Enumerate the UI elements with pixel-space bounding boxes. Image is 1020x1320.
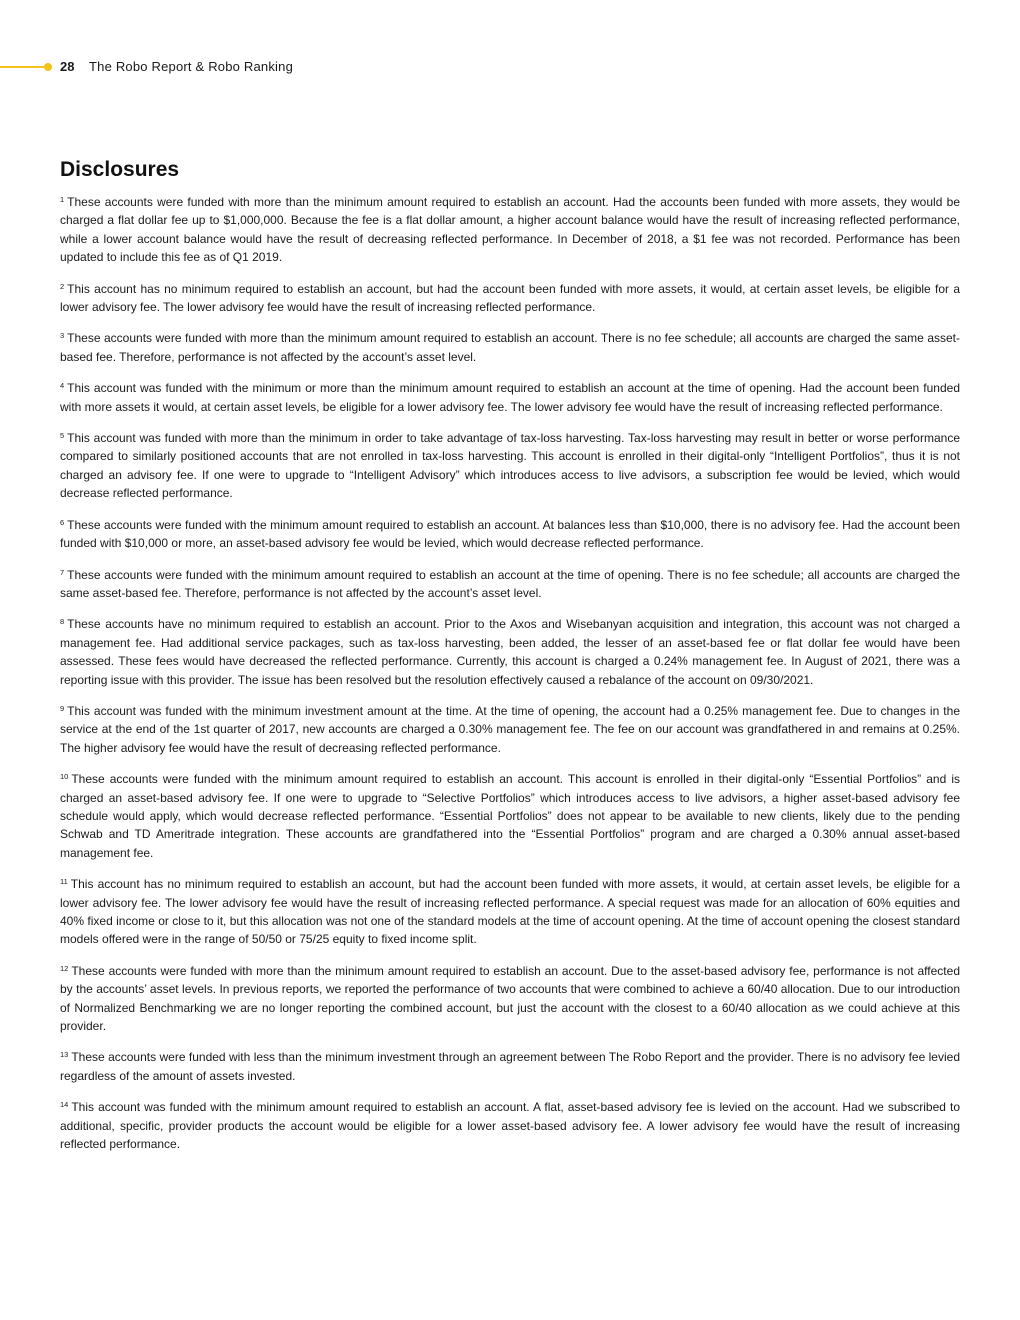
page-number: 28 (60, 59, 75, 74)
footnote-number: 11 (60, 877, 68, 887)
footnote-number: 9 (60, 703, 65, 713)
page-header (0, 58, 600, 76)
disclosure-note-5 (60, 429, 960, 503)
footnote-number: 3 (60, 331, 65, 341)
disclosure-note-2 (60, 280, 960, 317)
footnote-number: 2 (60, 281, 65, 291)
disclosure-text: These accounts were funded with the minimum amount required to establish an account. At balances less than $10,000, there is no advisory fee. Had the account been funded with $10,000 or more, an asset-based advisory fee would be levied, which would decrease reflected performance. (60, 517, 960, 551)
disclosure-text: This account has no minimum required to establish an account, but had the account been funded with more assets, it would, at certain asset levels, be eligible for a lower advisory fee. The lower advisory fee would have the result of increasing reflected performance. A special request was made for an allocation of 60% equities and 40% fixed income or close to it, but this allocation was not one of the standard models at the time of account opening. At the time of account opening the closest standard models offered were in the range of 50/50 or 75/25 equity to fixed income split. (60, 877, 960, 947)
disclosure-note-3 (60, 329, 960, 366)
disclosure-note-1 (60, 193, 960, 267)
disclosure-note-7 (60, 566, 960, 603)
footnote-number: 12 (60, 963, 69, 973)
disclosure-text: These accounts were funded with more than the minimum amount required to establish an account. Had the accounts been funded with more assets, they would be charged a flat dollar fee up to $1,000,000. Because the fee is a flat dollar amount, a higher account balance would have the result of increasing reflected performance, while a lower account balance would have the result of decreasing reflected performance. In December of 2018, a $1 fee was not recorded. Performance has been updated to include this fee as of Q1 2019. (60, 195, 960, 265)
footnote-number: 13 (60, 1050, 69, 1060)
disclosure-text: This account was funded with the minimum or more than the minimum amount required to establish an account at the time of opening. Had the account been funded with more assets it would, at certain asset levels, be eligible for a lower advisory fee. The lower advisory fee would have the result of increasing reflected performance. (60, 381, 960, 414)
accent-line (0, 66, 46, 68)
footnote-number: 1 (60, 195, 65, 204)
report-title: The Robo Report & Robo Ranking (89, 59, 294, 74)
footnote-number: 6 (60, 517, 65, 527)
disclosure-note-4 (60, 379, 960, 416)
section-heading: Disclosures (60, 158, 180, 181)
disclosure-text: This account was funded with the minimum amount required to establish an account. A flat, asset-based advisory fee is levied on the account. Had we subscribed to additional, specific, provider products the account would be eligible for a lower asset-based advisory fee. A lower advisory fee would have the result of increasing reflected performance. (60, 1100, 960, 1152)
disclosure-text: These accounts were funded with more than the minimum amount required to establish an account. There is no fee schedule; all accounts are charged the same asset-based fee. Therefore, performance is not affected by the account’s asset level. (60, 331, 960, 364)
footnote-number: 7 (60, 567, 65, 577)
disclosure-note-14 (60, 1098, 960, 1153)
disclosure-text: This account was funded with more than the minimum in order to take advantage of tax-loss harvesting. Tax-loss harvesting may result in better or worse performance compared to similarly positioned accounts that are not enrolled in tax-loss harvesting. This account is enrolled in their digital-only “Intelligent Portfolios”, thus it is not charged an advisory fee. If one were to upgrade to “Intelligent Advisory” which introduces access to live advisors, a subscription fee would be levied, which would decrease reflected performance. (60, 431, 960, 501)
footnote-number: 14 (60, 1100, 69, 1110)
disclosure-note-9 (60, 702, 960, 757)
disclosure-text: These accounts were funded with less than the minimum investment through an agreement between The Robo Report and the provider. There is no advisory fee levied regardless of the amount of assets invested. (60, 1050, 960, 1083)
footnote-number: 5 (60, 431, 65, 441)
disclosure-note-6 (60, 516, 960, 553)
disclosure-text: These accounts were funded with the minimum amount required to establish an account at the time of opening. There is no fee schedule; all accounts are charged the same asset-based fee. Therefore, performance is not affected by the account’s asset level. (60, 567, 960, 600)
accent-dot (44, 63, 52, 71)
footnote-number: 8 (60, 617, 65, 627)
disclosure-text: These accounts were funded with more than the minimum amount required to establish an account. Due to the asset-based advisory fee, performance is not affected by the accounts’ asset levels. In previous reports, we reported the performance of two accounts that were combined to achieve a 60/40 allocation. Due to our introduction of Normalized Benchmarking we are no longer reporting the combined account, but just the account with the closest to a 60/40 allocation as we could achieve at this provider. (60, 963, 960, 1034)
disclosure-text: These accounts have no minimum required to establish an account. Prior to the Axos and Wisebanyan acquisition and integration, this account was not charged a management fee. Had additional service packages, such as tax-loss harvesting, been added, the lesser of an asset-based fee or flat dollar fee would have been assessed. These fees would have decreased the reflected performance. Currently, this account is charged a 0.24% management fee. In August of 2021, there was a reporting issue with this provider. The issue has been resolved but the resolution effectively caused a rebalance of the account on 09/30/2021. (60, 617, 960, 687)
footnote-number: 10 (60, 772, 69, 782)
disclosure-text: This account has no minimum required to establish an account, but had the account been funded with more assets, it would, at certain asset levels, be eligible for a lower advisory fee. The lower advisory fee would have the result of increasing reflected performance. (60, 281, 960, 315)
disclosure-note-13 (60, 1048, 960, 1085)
footnote-number: 4 (60, 381, 65, 391)
disclosure-note-10 (60, 770, 960, 862)
disclosure-note-8 (60, 615, 960, 689)
disclosure-note-11 (60, 875, 960, 949)
disclosure-text: These accounts were funded with the minimum amount required to establish an account. This account is enrolled in their digital-only “Essential Portfolios” and is charged an asset-based advisory fee. If one were to upgrade to “Selective Portfolios” which introduces access to live advisors, a higher asset-based advisory fee schedule would apply, which would decrease reflected performance. “Essential Portfolios” does not appear to be available to new clients, likely due to the pending Schwab and TD Ameritrade integration. These accounts are grandfathered into the “Essential Portfolios” program and are charged a 0.30% annual asset-based management fee. (60, 772, 960, 860)
disclosure-note-12 (60, 962, 960, 1036)
disclosures-section (60, 158, 960, 1166)
disclosure-text: This account was funded with the minimum investment amount at the time. At the time of opening, the account had a 0.25% management fee. Due to changes in the service at the end of the 1st quarter of 2017, new accounts are charged a 0.30% management fee. The fee on our account was grandfathered in and remains at 0.25%. The higher advisory fee would have the result of decreasing reflected performance. (60, 703, 960, 755)
